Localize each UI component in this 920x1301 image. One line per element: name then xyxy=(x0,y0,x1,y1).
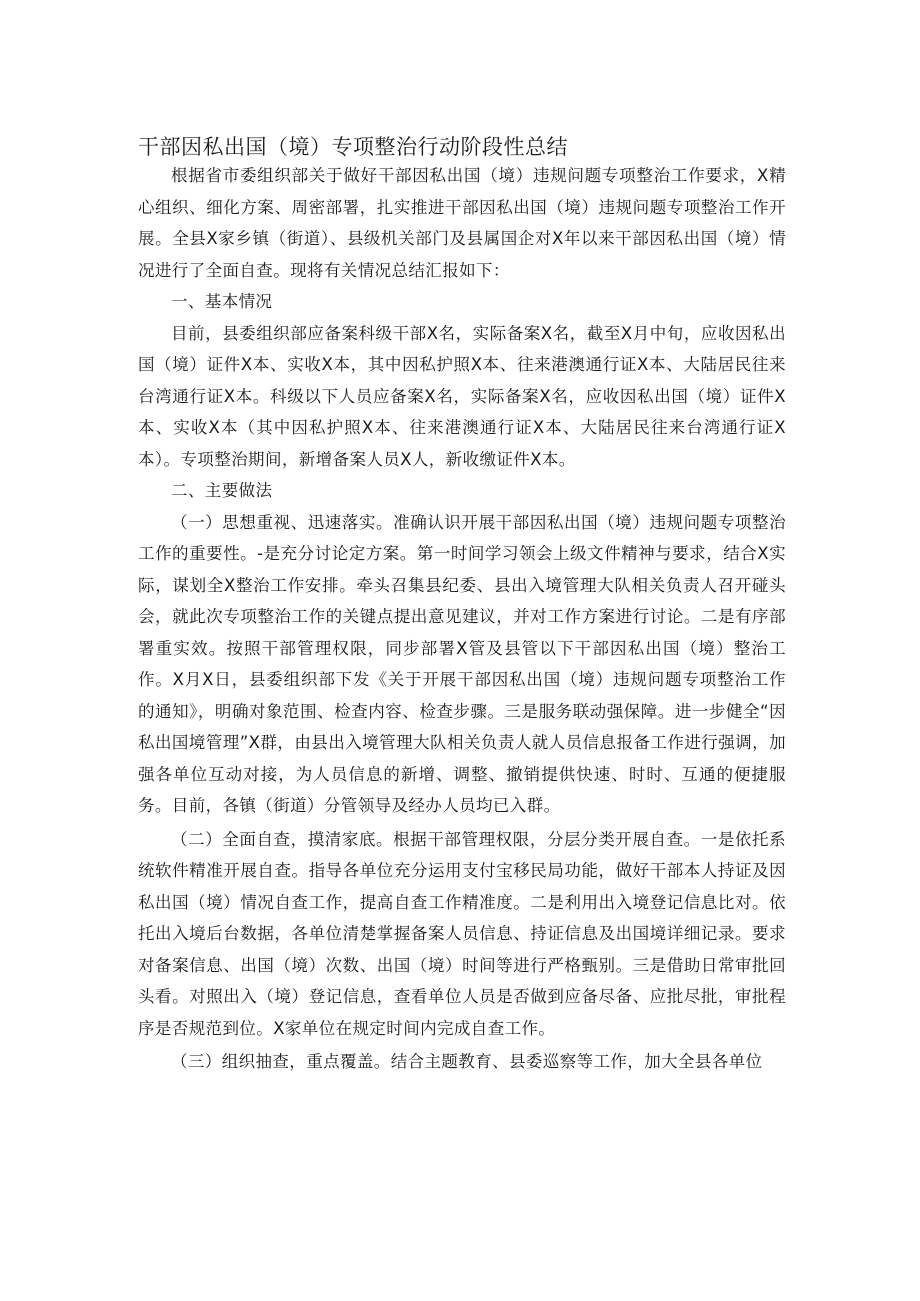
intro-paragraph: 根据省市委组织部关于做好干部因私出国（境）违规问题专项整治工作要求，X精心组织、细化方案、周密部署，扎实推进干部因私出国（境）违规问题专项整治工作开展。全县X家乡镇（街道）、县级机关部门及县属国企对X年以来干部因私出国（境）情况进行了全面自查。现将有关情况总结汇报如下： xyxy=(138,166,786,280)
practice-item-2: （二）全面自查，摸清家底。根据干部管理权限，分层分类开展自查。一是依托系统软件精准开展自查。指导各单位充分运用支付宝移民局功能，做好干部本人持证及因私出国（境）情况自查工作，提高自查工作精准度。二是利用出入境登记信息比对。依托出入境后台数据，各单位清楚掌握备案人员信息、持证信息及出国境详细记录。要求对备案信息、出国（境）次数、出国（境）时间等进行严格甄别。三是借助日常审批回头看。对照出入（境）登记信息，查看单位人员是否做到应备尽备、应批尽批，审批程序是否规范到位。X家单位在规定时间内完成自查工作。 xyxy=(138,829,786,1038)
document-title: 干部因私出国（境）专项整治行动阶段性总结 xyxy=(138,135,568,159)
practice-item-1: （一）思想重视、迅速落实。准确认识开展干部因私出国（境）违规问题专项整治工作的重要性。-是充分讨论定方案。第一时间学习领会上级文件精神与要求，结合X实际，谋划全X整治工作安排。牵头召集县纪委、县出入境管理大队相关负责人召开碰头会，就此次专项整治工作的关键点提出意见建议，并对工作方案进行讨论。二是有序部署重实效。按照干部管理权限，同步部署X管及县管以下干部因私出国（境）整治工作。X月X日，县委组织部下发《关于开展干部因私出国（境）违规问题专项整治工作的通知》，明确对象范围、检查内容、检查步骤。三是服务联动强保障。进一步健全“因私出国境管理”X群，由县出入境管理大队相关负责人就人员信息报备工作进行强调，加强各单位互动对接，为人员信息的新增、调整、撤销提供快速、时时、互通的便捷服务。目前，各镇（街道）分管领导及经办人员均已入群。 xyxy=(138,512,786,815)
basic-situation-paragraph: 目前，县委组织部应备案科级干部X名，实际备案X名，截至X月中旬，应收因私出国（境）证件X本、实收X本，其中因私护照X本、往来港澳通行证X本、大陆居民往来台湾通行证X本。科级以下人员应备案X名，实际备案X名，应收因私出国（境）证件X本、实收X本（其中因私护照X本、往来港澳通行证X本、大陆居民往来台湾通行证X本）。专项整治期间，新增备案人员X人，新收缴证件X本。 xyxy=(138,323,786,469)
section-heading-basic-situation: 一、基本情况 xyxy=(171,292,273,311)
section-heading-main-practices: 二、主要做法 xyxy=(171,481,273,500)
practice-item-3: （三）组织抽查，重点覆盖。结合主题教育、县委巡察等工作，加大全县各单位 xyxy=(171,1052,763,1071)
document-body xyxy=(138,160,786,1078)
